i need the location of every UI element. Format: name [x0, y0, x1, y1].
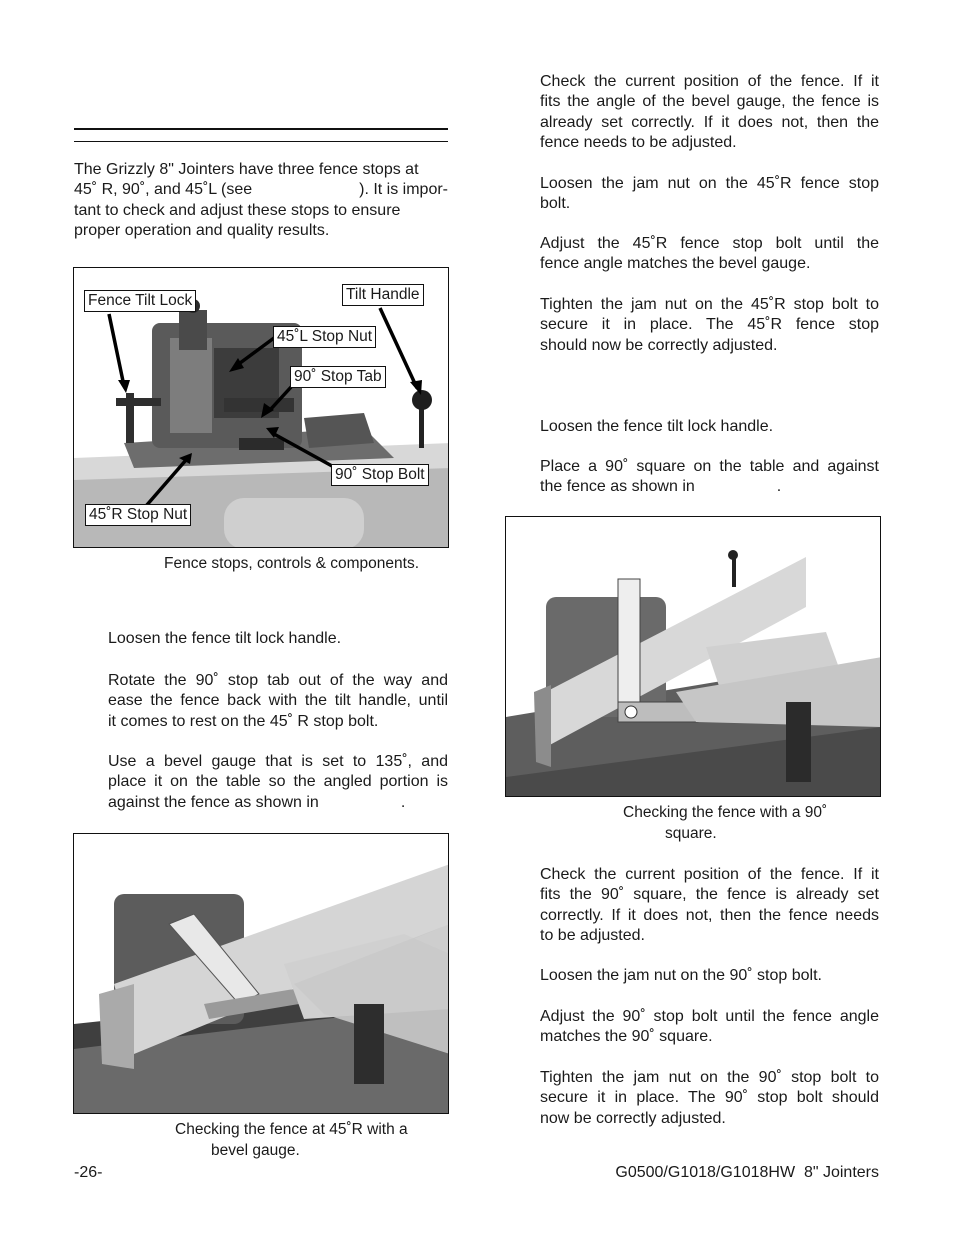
tighten-90-line-3: now be correctly adjusted. [540, 1109, 726, 1127]
section-rule-bottom [74, 141, 448, 142]
square-caption-line-2: square. [665, 825, 717, 842]
tighten-90-line-1: Tighten the jam nut on the 90˚ stop bolt to [540, 1069, 879, 1086]
place-square-line-2 [540, 477, 879, 497]
figure-bevel-gauge-caption [175, 1119, 408, 1161]
step-loosen-lock: Loosen the fence tilt lock handle. [108, 630, 342, 647]
label-90-stop-tab: 90˚ Stop Tab [290, 366, 386, 388]
step-rotate-line-2: ease the fence back with the tilt handle, until [108, 692, 448, 710]
loosen-90-paragraph: Loosen the jam nut on the 90˚ stop bolt. [540, 967, 822, 984]
square-caption-line-1: Checking the fence with a 90˚ [623, 804, 828, 821]
step-bevel-line-1: Use a bevel gauge that is set to 135˚, and [108, 753, 448, 770]
intro-line-3: tant to check and adjust these stops to ensure [74, 201, 401, 219]
tighten-45r-line-1: Tighten the jam nut on the 45˚R stop bolt to [540, 296, 879, 313]
tighten-45r-paragraph [540, 295, 879, 356]
adjust-45r-paragraph [540, 234, 879, 275]
loosen-45r-line-1: Loosen the jam nut on the 45˚R fence stop [540, 175, 879, 192]
check-bevel-line-3: already set correctly. If it does not, then the [540, 113, 879, 131]
check-bevel-line-1: Check the current position of the fence. If it [540, 73, 879, 90]
check-square-line-2: fits the 90˚ square, the fence is already set [540, 886, 879, 904]
step-bevel-line-3a: against the fence as shown in [108, 793, 319, 811]
adjust-90-line-1: Adjust the 90˚ stop bolt until the fence angle [540, 1008, 879, 1025]
step-bevel-line-3 [108, 793, 448, 813]
adjust-90-line-2: matches the 90˚ square. [540, 1028, 713, 1046]
figure-fence-stops [73, 267, 449, 548]
label-90-stop-bolt: 90˚ Stop Bolt [331, 464, 429, 486]
tighten-45r-line-2: secure it in place. The 45˚R fence stop [540, 316, 879, 334]
label-tilt-handle: Tilt Handle [342, 284, 424, 306]
label-fence-tilt-lock: Fence Tilt Lock [84, 290, 196, 312]
intro-line-1: The Grizzly 8" Jointers have three fence stops at [74, 161, 419, 178]
figure-square [505, 516, 881, 797]
check-bevel-paragraph [540, 72, 879, 153]
intro-paragraph [74, 160, 448, 241]
check-square-line-3: correctly. If it does not, then the fence needs [540, 906, 879, 924]
place-square-paragraph [540, 457, 879, 498]
figure-fence-stops-caption: Fence stops, controls & components. [164, 555, 420, 572]
tighten-90-line-2: secure it in place. The 90˚ stop bolt should [540, 1089, 879, 1107]
step-rotate-tab [108, 671, 448, 732]
intro-line-2a: 45˚ R, 90˚, and 45˚L (see [74, 181, 253, 199]
adjust-45r-line-1: Adjust the 45˚R fence stop bolt until the [540, 235, 879, 252]
place-square-line-2b: . [776, 478, 782, 496]
loosen-45r-line-2: bolt. [540, 195, 571, 213]
check-bevel-line-4: fence needs to be adjusted. [540, 133, 737, 151]
check-square-paragraph [540, 865, 879, 946]
step-bevel-line-3b: . [400, 793, 406, 811]
loosen-45r-paragraph [540, 174, 879, 215]
check-square-line-1: Check the current position of the fence. If it [540, 866, 879, 883]
intro-line-2b: ). It is impor- [359, 181, 448, 199]
section-rule-top [74, 128, 448, 130]
loosen-lock-right: Loosen the fence tilt lock handle. [540, 418, 774, 435]
bevel-caption-line-2: bevel gauge. [211, 1142, 300, 1159]
intro-line-2 [74, 180, 448, 200]
step-bevel-line-2: place it on the table so the angled portion is [108, 773, 448, 791]
page-number: -26- [74, 1164, 103, 1181]
square-photo [506, 517, 881, 797]
place-square-line-2a: the fence as shown in [540, 478, 695, 496]
bevel-gauge-photo [74, 834, 449, 1114]
place-square-line-1: Place a 90˚ square on the table and against [540, 458, 879, 475]
bevel-caption-line-1: Checking the fence at 45˚R with a [175, 1121, 408, 1138]
intro-line-4: proper operation and quality results. [74, 221, 330, 239]
figure-bevel-gauge [73, 833, 449, 1114]
figure-square-caption [623, 802, 827, 844]
check-bevel-line-2: fits the angle of the bevel gauge, the fence is [540, 93, 879, 111]
step-bevel-gauge [108, 752, 448, 813]
adjust-45r-line-2: fence angle matches the bevel gauge. [540, 255, 811, 273]
tighten-90-paragraph [540, 1068, 879, 1129]
label-45l-stop-nut: 45˚L Stop Nut [273, 326, 376, 348]
adjust-90-paragraph [540, 1007, 879, 1048]
check-square-line-4: to be adjusted. [540, 926, 645, 944]
step-rotate-line-1: Rotate the 90˚ stop tab out of the way and [108, 672, 448, 689]
step-rotate-line-3: it comes to rest on the 45˚ R stop bolt. [108, 712, 379, 730]
label-45r-stop-nut: 45˚R Stop Nut [85, 504, 191, 526]
tighten-45r-line-3: should now be correctly adjusted. [540, 336, 778, 354]
footer-model: G0500/G1018/G1018HW 8" Jointers [615, 1164, 879, 1181]
